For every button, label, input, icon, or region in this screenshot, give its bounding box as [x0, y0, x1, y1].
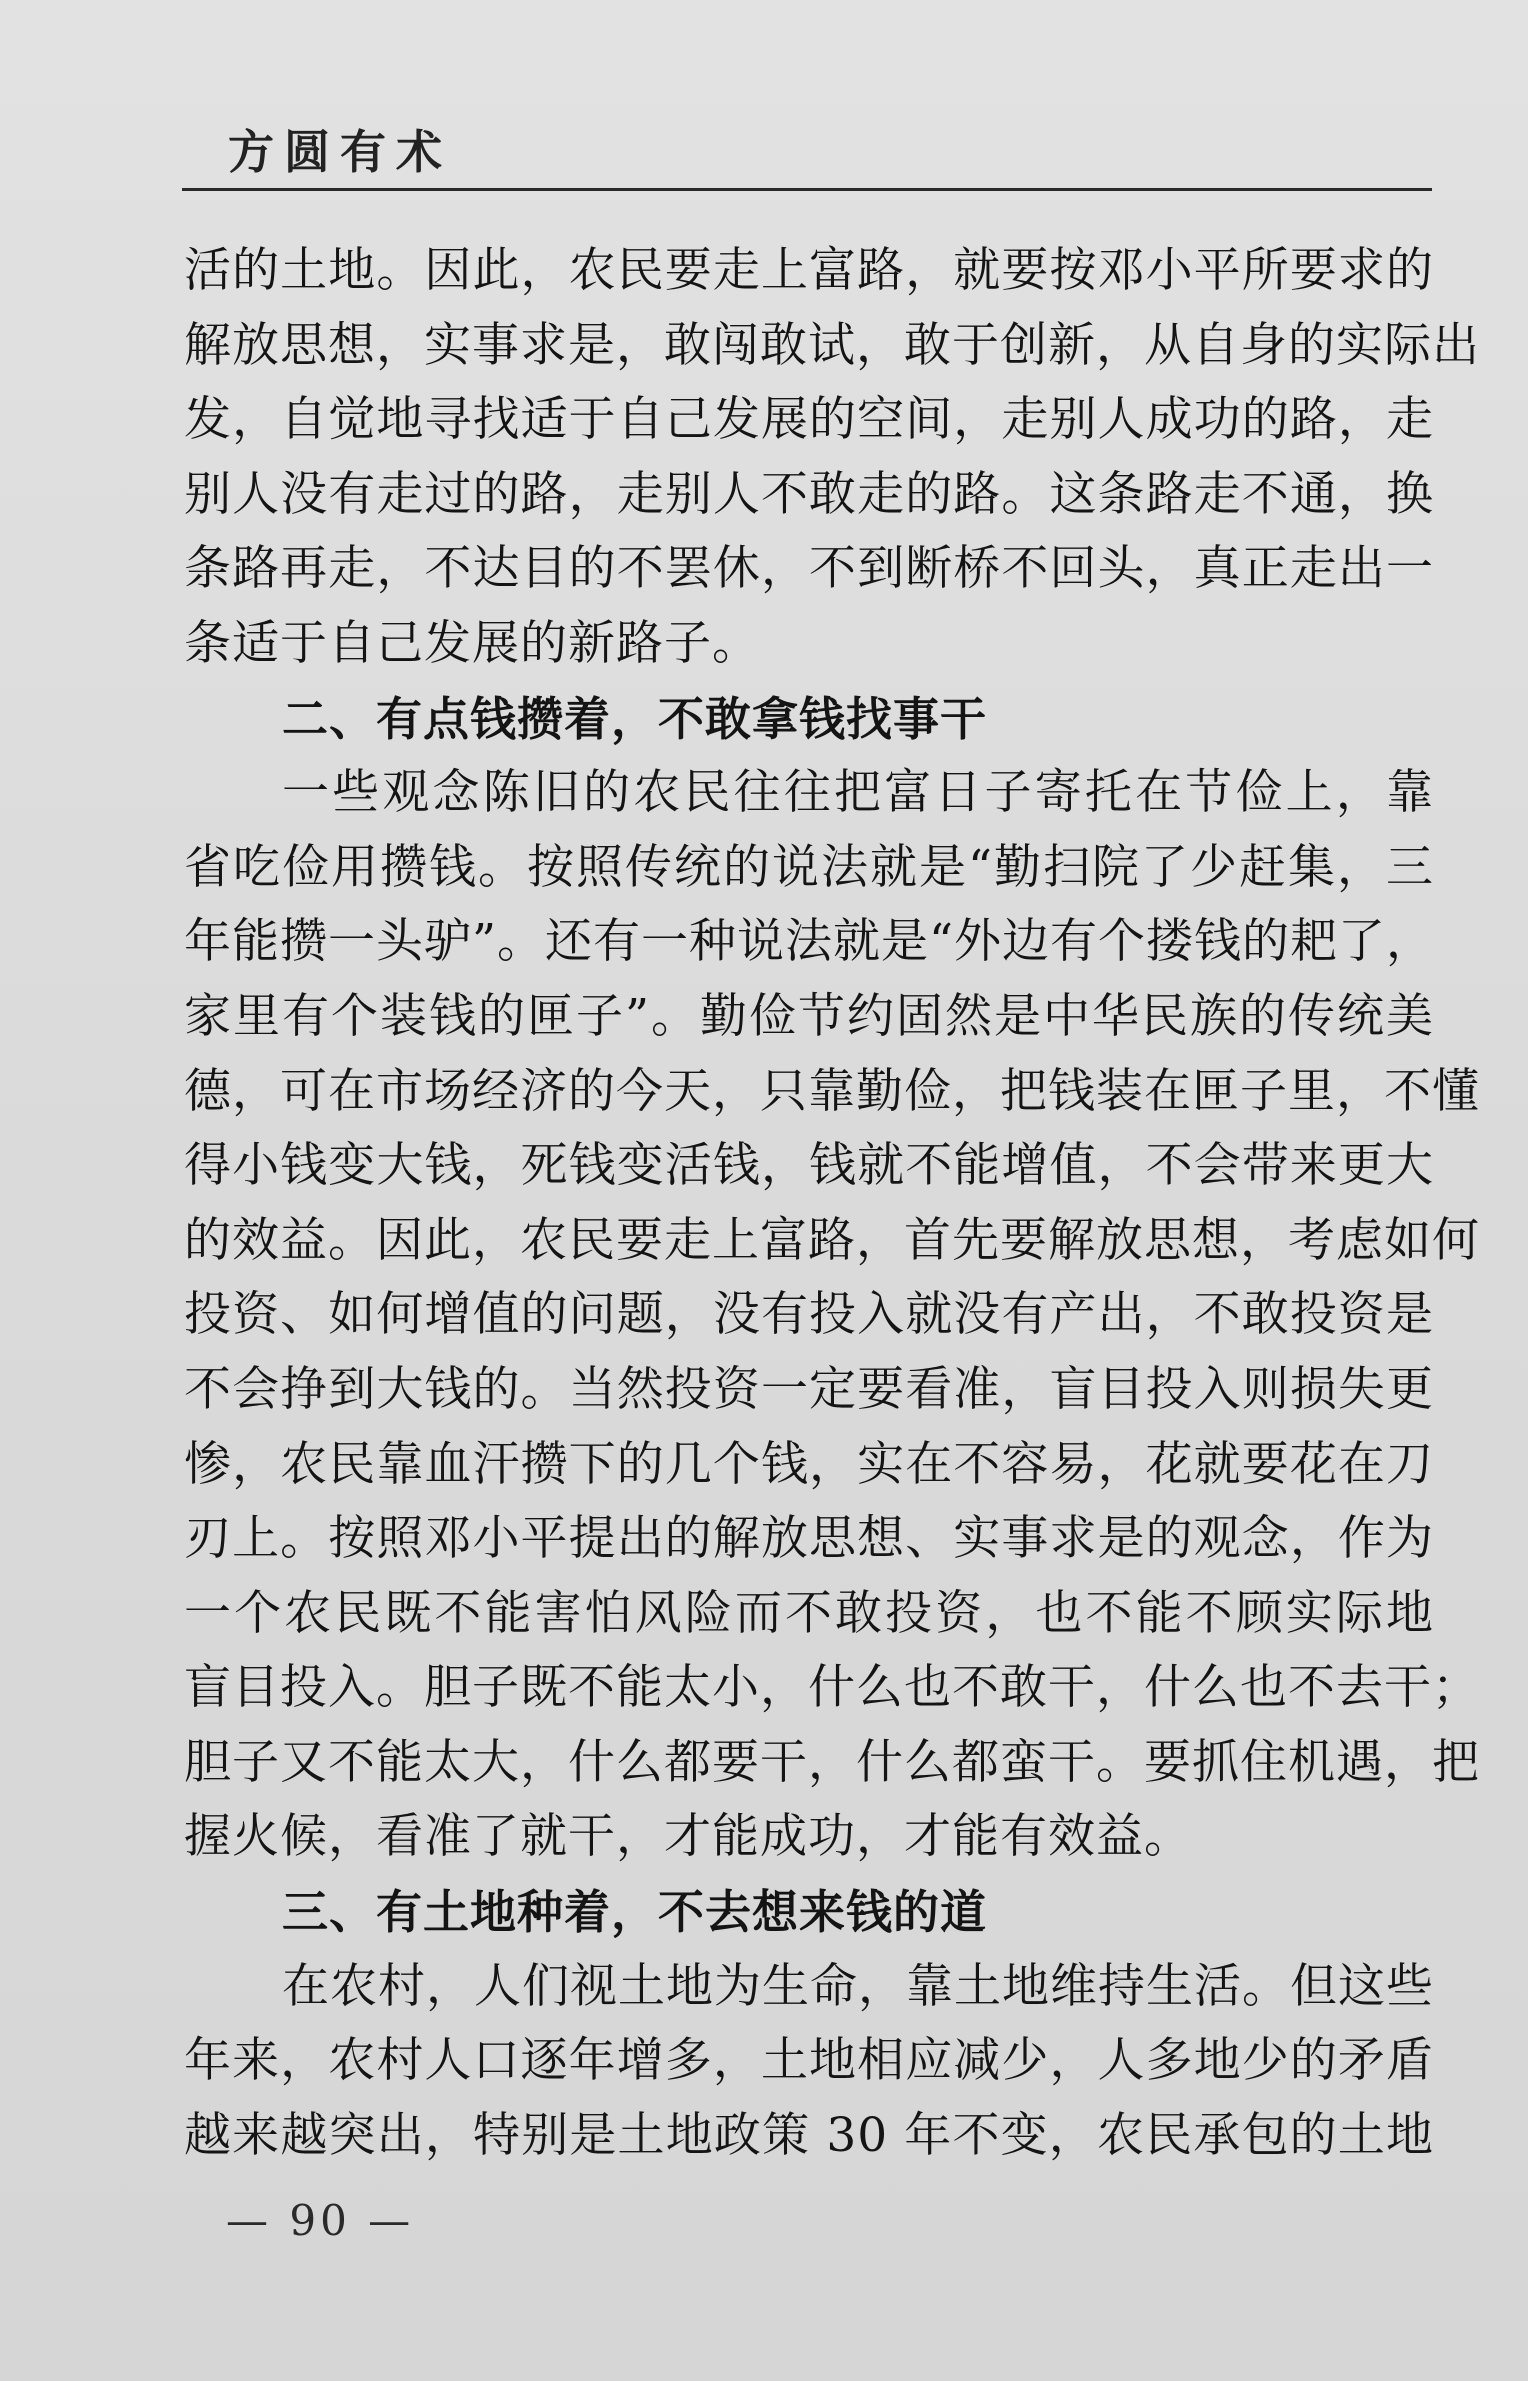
- text-line: 家里有个装钱的匣子”。勤俭节约固然是中华民族的传统美: [184, 988, 1434, 1044]
- section-heading: 二、有点钱攒着，不敢拿钱找事干: [282, 691, 987, 746]
- section-heading: 三、有土地种着，不去想来钱的道: [282, 1885, 987, 1940]
- text-line: 年能攒一头驴”。还有一种说法就是“外边有个搂钱的耙了，: [184, 914, 1435, 970]
- text-line: 惨，农民靠血汗攒下的几个钱，实在不容易，花就要花在刀: [184, 1436, 1434, 1492]
- text-line: 不会挣到大钱的。当然投资一定要看准，盲目投入则损失更: [184, 1361, 1434, 1417]
- body-text: [184, 234, 1480, 2173]
- text-line: 年来，农村人口逐年增多，土地相应减少，人多地少的矛盾: [184, 2033, 1434, 2089]
- text-line: 得小钱变大钱，死钱变活钱，钱就不能增值，不会带来更大: [184, 1138, 1434, 1194]
- text-line: 条路再走，不达目的不罢休，不到断桥不回头，真正走出一: [184, 541, 1434, 597]
- text-line: 德，可在市场经济的今天，只靠勤俭，把钱装在匣子里，不懂: [184, 1063, 1480, 1119]
- text-line: 一个农民既不能害怕风险而不敢投资，也不能不顾实际地: [184, 1585, 1434, 1641]
- text-line: 活的土地。因此，农民要走上富路，就要按邓小平所要求的: [184, 243, 1434, 298]
- text-line: 别人没有走过的路，走别人不敢走的路。这条路走不通，换: [184, 466, 1434, 522]
- header-rule: [182, 188, 1432, 191]
- running-head: 方圆有术: [228, 125, 452, 179]
- text-line: 越来越突出，特别是土地政策 30 年不变，农民承包的土地: [184, 2107, 1434, 2163]
- text-line: 省吃俭用攒钱。按照传统的说法就是“勤扫院了少赶集，三: [184, 839, 1434, 895]
- text-line: 条适于自己发展的新路子。: [184, 615, 760, 671]
- text-line: 的效益。因此，农民要走上富路，首先要解放思想，考虑如何: [184, 1212, 1480, 1268]
- text-line: 解放思想，实事求是，敢闯敢试，敢于创新，从自身的实际出: [184, 317, 1480, 373]
- text-line: 在农村，人们视土地为生命，靠土地维持生活。但这些: [282, 1958, 1434, 2014]
- text-line: 一些观念陈旧的农民往往把富日子寄托在节俭上，靠: [282, 765, 1434, 821]
- text-line: 发，自觉地寻找适于自己发展的空间，走别人成功的路，走: [184, 392, 1434, 448]
- text-line: 胆子又不能太大，什么都要干，什么都蛮干。要抓住机遇，把: [184, 1734, 1480, 1790]
- text-line: 投资、如何增值的问题，没有投入就没有产出，不敢投资是: [184, 1287, 1434, 1343]
- text-line: 盲目投入。胆子既不能太小，什么也不敢干，什么也不去干；: [184, 1660, 1480, 1716]
- page-number: — 90 —: [226, 2196, 415, 2245]
- text-line: 刃上。按照邓小平提出的解放思想、实事求是的观念，作为: [184, 1511, 1434, 1567]
- text-line: 握火候，看准了就干，才能成功，才能有效益。: [184, 1809, 1192, 1865]
